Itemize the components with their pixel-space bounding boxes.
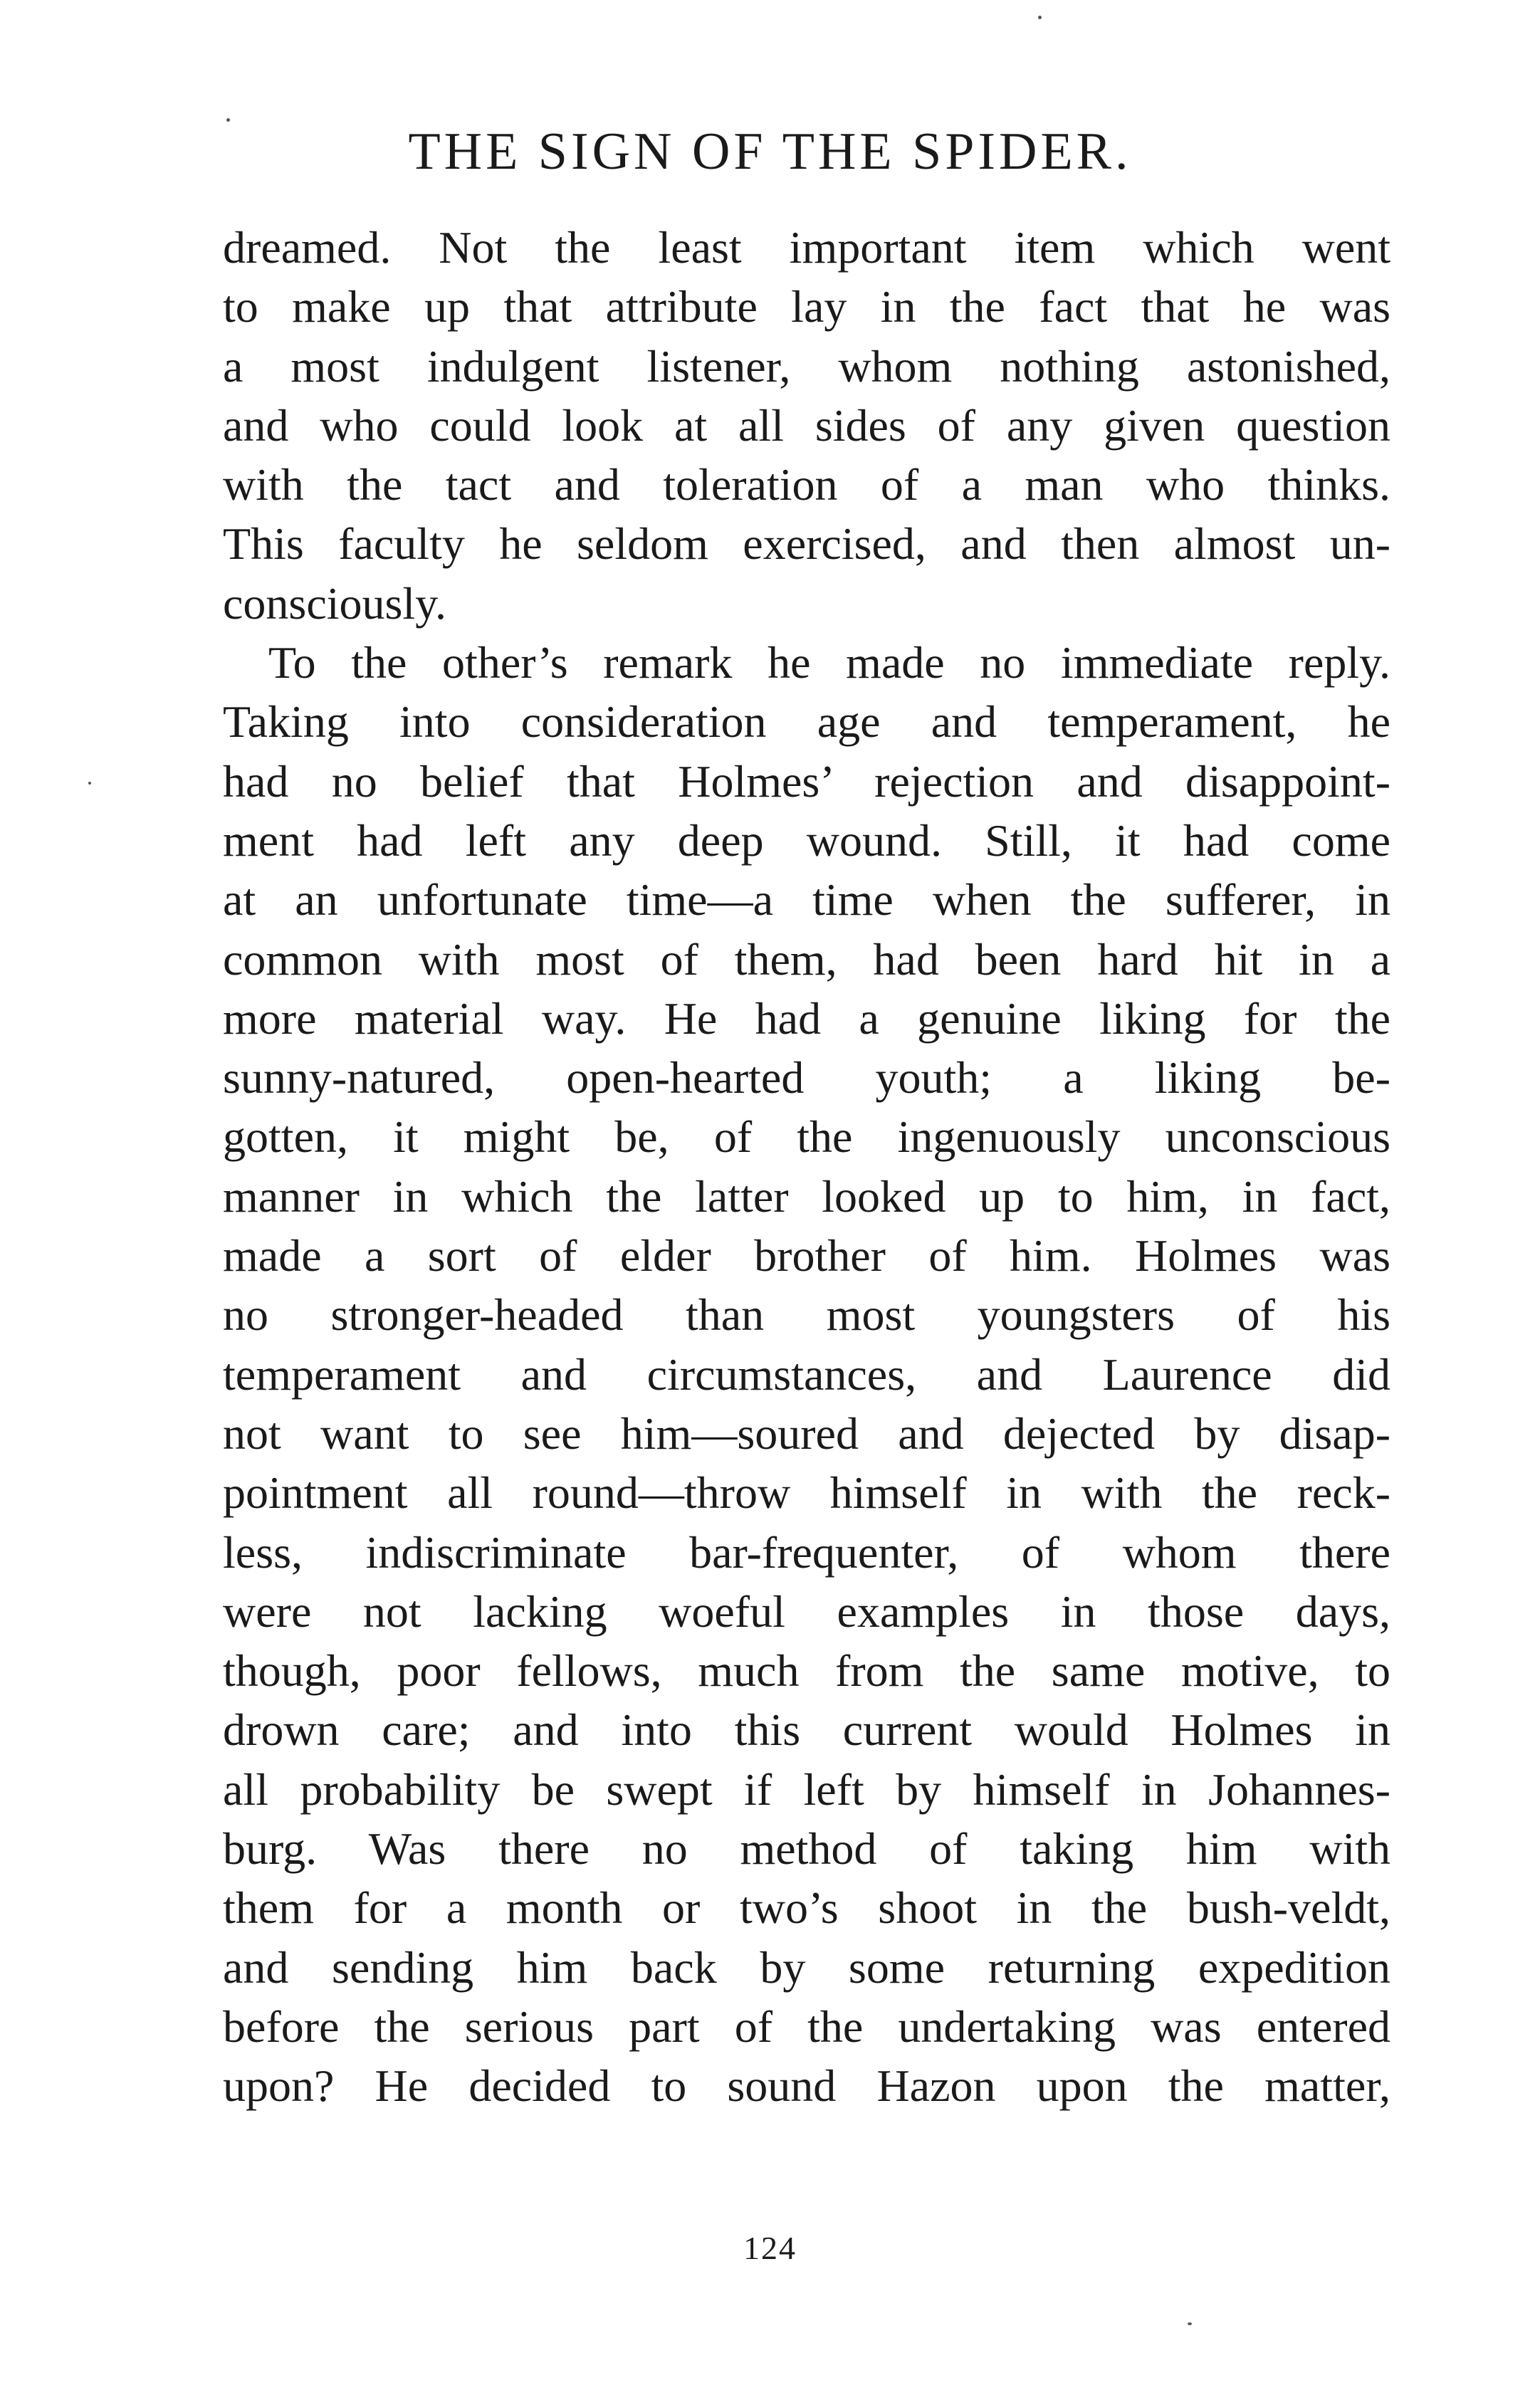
text-line: made a sort of elder brother of him. Holmes was [223,1230,1390,1282]
text-line: to make up that attribute lay in the fact that he was [223,281,1390,332]
text-line: dreamed. Not the least important item which went [223,222,1390,273]
scan-speck [88,782,91,785]
text-line: had no belief that Holmes’ rejection and disappoint- [223,755,1390,807]
text-line: This faculty he seldom exercised, and then almost un- [223,518,1390,570]
scan-speck [226,118,230,122]
text-line: temperament and circumstances, and Laurence did [223,1348,1390,1400]
text-line: upon? He decided to sound Hazon upon the matter, [223,2060,1390,2112]
text-line: were not lacking woeful examples in those days, [223,1586,1390,1637]
scan-speck [1038,16,1042,19]
text-line: common with most of them, had been hard hit in a [223,933,1390,985]
text-line: with the tact and toleration of a man who thinks. [223,459,1390,510]
text-line: gotten, it might be, of the ingenuously unconscious [223,1111,1390,1163]
text-line: Taking into consideration age and temperament, he [223,696,1390,748]
text-line: manner in which the latter looked up to him, in fact, [223,1170,1390,1222]
text-line: though, poor fellows, much from the same motive, to [223,1645,1390,1697]
text-line-paragraph-end: consciously. [223,577,447,629]
text-line: and sending him back by some returning expedition [223,1941,1390,1993]
text-line: more material way. He had a genuine liking for the [223,992,1390,1044]
text-line: no stronger-headed than most youngsters of his [223,1289,1390,1341]
text-line: all probability be swept if left by himself in Johannes- [223,1763,1390,1815]
text-line: sunny-natured, open-hearted youth; a liking be- [223,1052,1390,1104]
page-number: 124 [743,2230,797,2266]
text-line: them for a month or two’s shoot in the bush-veldt, [223,1882,1390,1934]
text-line: pointment all round—throw himself in with the reck- [223,1467,1390,1519]
text-line: drown care; and into this current would Holmes in [223,1704,1390,1756]
running-head: THE SIGN OF THE SPIDER. [408,122,1132,181]
text-line-paragraph-start: To the other’s remark he made no immediate reply. [268,637,1390,688]
scan-speck [1188,2322,1192,2325]
text-line: at an unfortunate time—a time when the sufferer, in [223,874,1390,926]
text-line: not want to see him—soured and dejected by disap- [223,1408,1390,1459]
text-line: burg. Was there no method of taking him with [223,1823,1390,1875]
text-line: before the serious part of the undertaking was entered [223,2001,1390,2052]
text-line: and who could look at all sides of any given question [223,399,1390,451]
body-text [223,218,1390,2116]
text-line: less, indiscriminate bar-frequenter, of whom there [223,1526,1390,1578]
text-line: ment had left any deep wound. Still, it had come [223,814,1390,866]
text-line: a most indulgent listener, whom nothing astonished, [223,340,1390,392]
